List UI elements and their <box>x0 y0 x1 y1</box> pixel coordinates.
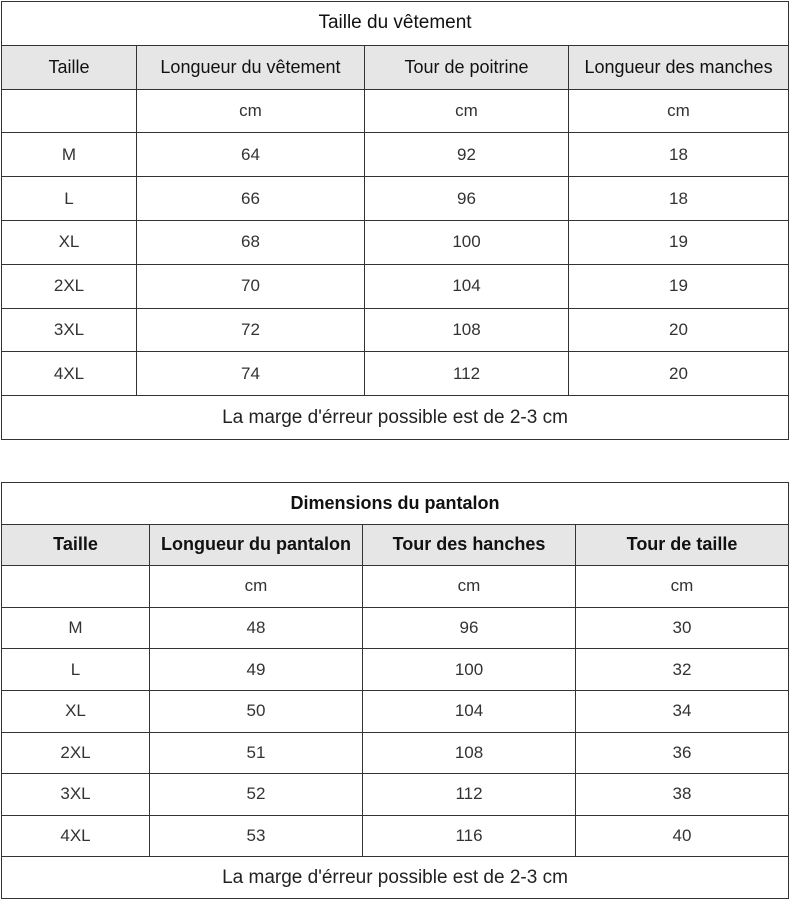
error-margin-note: La marge d'érreur possible est de 2-3 cm <box>2 396 789 440</box>
value-cell: 19 <box>569 220 789 264</box>
header-row <box>2 45 789 89</box>
table-row <box>2 815 789 857</box>
table-title: Taille du vêtement <box>2 2 789 46</box>
header-cell: Longueur du vêtement <box>137 45 365 89</box>
value-cell: 18 <box>569 133 789 177</box>
size-cell: 4XL <box>2 352 137 396</box>
value-cell: 108 <box>365 308 569 352</box>
garment-size-table <box>1 1 789 440</box>
error-margin-note: La marge d'érreur possible est de 2-3 cm <box>2 857 789 899</box>
value-cell: 20 <box>569 308 789 352</box>
header-cell: Tour des hanches <box>363 524 576 566</box>
value-cell: 96 <box>363 607 576 649</box>
size-cell: XL <box>2 690 150 732</box>
value-cell: 50 <box>150 690 363 732</box>
header-cell: Longueur des manches <box>569 45 789 89</box>
value-cell: 19 <box>569 264 789 308</box>
unit-cell <box>2 566 150 608</box>
value-cell: 48 <box>150 607 363 649</box>
table-row <box>2 264 789 308</box>
value-cell: 74 <box>137 352 365 396</box>
size-cell: 2XL <box>2 264 137 308</box>
table-row <box>2 607 789 649</box>
value-cell: 20 <box>569 352 789 396</box>
size-cell: M <box>2 133 137 177</box>
table-row <box>2 732 789 774</box>
value-cell: 104 <box>365 264 569 308</box>
value-cell: 112 <box>363 774 576 816</box>
value-cell: 53 <box>150 815 363 857</box>
title-row <box>2 483 789 525</box>
value-cell: 100 <box>365 220 569 264</box>
value-cell: 49 <box>150 649 363 691</box>
size-cell: L <box>2 177 137 221</box>
size-cell: 3XL <box>2 308 137 352</box>
unit-cell: cm <box>150 566 363 608</box>
size-cell: L <box>2 649 150 691</box>
table-row <box>2 774 789 816</box>
table-row <box>2 352 789 396</box>
size-cell: XL <box>2 220 137 264</box>
header-cell: Taille <box>2 524 150 566</box>
table-row <box>2 133 789 177</box>
value-cell: 38 <box>576 774 789 816</box>
pants-size-table <box>1 482 789 899</box>
table-row <box>2 690 789 732</box>
unit-cell <box>2 89 137 133</box>
header-cell: Taille <box>2 45 137 89</box>
value-cell: 96 <box>365 177 569 221</box>
value-cell: 72 <box>137 308 365 352</box>
unit-cell: cm <box>363 566 576 608</box>
value-cell: 36 <box>576 732 789 774</box>
size-cell: 2XL <box>2 732 150 774</box>
unit-cell: cm <box>365 89 569 133</box>
value-cell: 18 <box>569 177 789 221</box>
unit-cell: cm <box>576 566 789 608</box>
value-cell: 30 <box>576 607 789 649</box>
value-cell: 52 <box>150 774 363 816</box>
size-cell: 4XL <box>2 815 150 857</box>
unit-cell: cm <box>569 89 789 133</box>
header-cell: Tour de poitrine <box>365 45 569 89</box>
value-cell: 116 <box>363 815 576 857</box>
size-cell: 3XL <box>2 774 150 816</box>
header-cell: Tour de taille <box>576 524 789 566</box>
header-row <box>2 524 789 566</box>
value-cell: 51 <box>150 732 363 774</box>
units-row <box>2 566 789 608</box>
unit-cell: cm <box>137 89 365 133</box>
value-cell: 112 <box>365 352 569 396</box>
value-cell: 66 <box>137 177 365 221</box>
table-row <box>2 220 789 264</box>
table-row <box>2 649 789 691</box>
value-cell: 68 <box>137 220 365 264</box>
value-cell: 100 <box>363 649 576 691</box>
value-cell: 40 <box>576 815 789 857</box>
table-row <box>2 308 789 352</box>
value-cell: 34 <box>576 690 789 732</box>
size-cell: M <box>2 607 150 649</box>
value-cell: 32 <box>576 649 789 691</box>
note-row <box>2 396 789 440</box>
value-cell: 104 <box>363 690 576 732</box>
title-row <box>2 2 789 46</box>
note-row <box>2 857 789 899</box>
value-cell: 64 <box>137 133 365 177</box>
table-title: Dimensions du pantalon <box>2 483 789 525</box>
value-cell: 92 <box>365 133 569 177</box>
value-cell: 108 <box>363 732 576 774</box>
header-cell: Longueur du pantalon <box>150 524 363 566</box>
units-row <box>2 89 789 133</box>
table-row <box>2 177 789 221</box>
value-cell: 70 <box>137 264 365 308</box>
